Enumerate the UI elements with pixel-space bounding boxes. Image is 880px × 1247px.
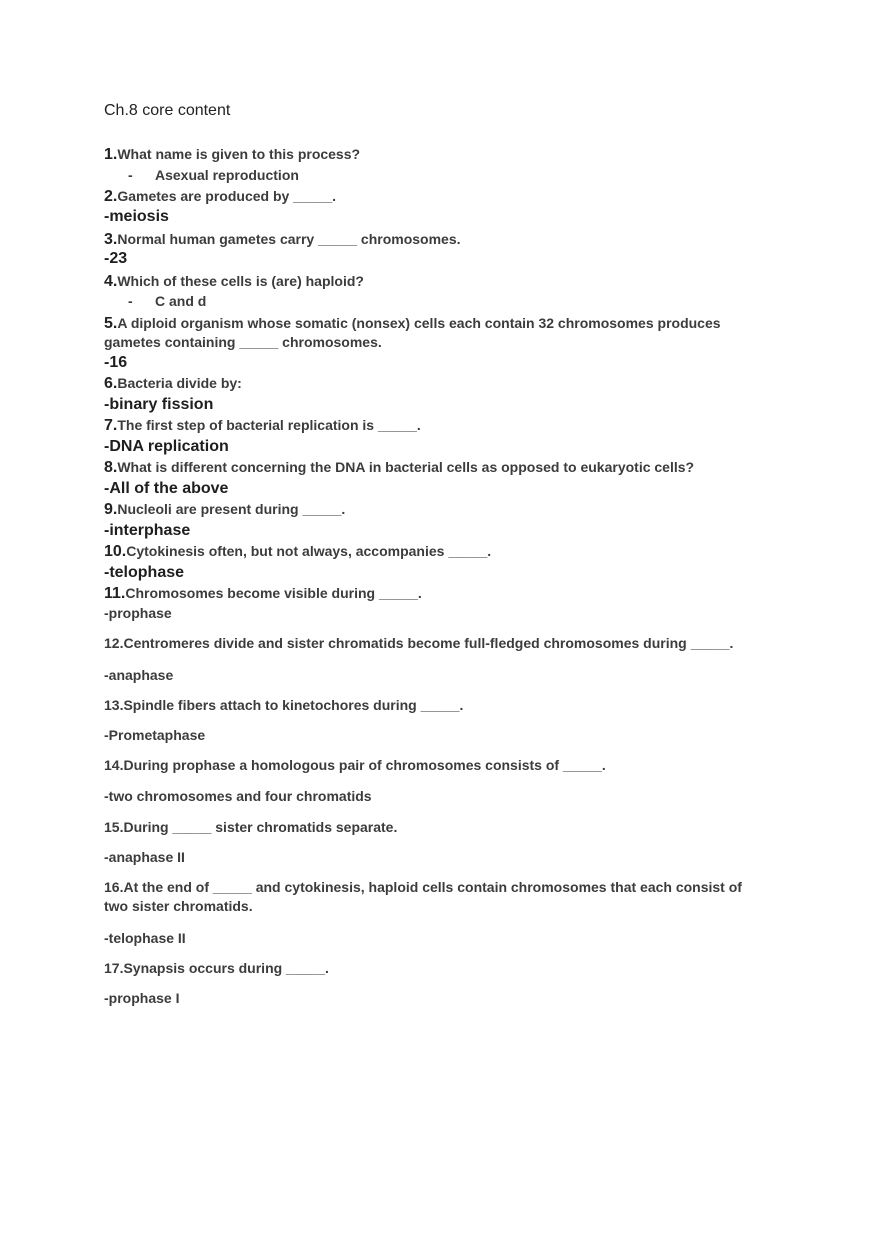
bullet-dash: -: [128, 293, 133, 309]
page-title: Ch.8 core content: [104, 102, 231, 119]
question-13: 13.Spindle fibers attach to kinetochores during _____.: [104, 697, 464, 713]
question-number: 6.: [104, 375, 118, 392]
answer-9: -interphase: [104, 522, 191, 539]
question-3: [104, 231, 461, 249]
answer-14: -two chromosomes and four chromatids: [104, 788, 372, 804]
answer-11: -prophase: [104, 605, 172, 621]
answer-6: -binary fission: [104, 396, 214, 413]
question-number: 7.: [104, 417, 118, 434]
answer-12: -anaphase: [104, 667, 174, 683]
question-text: What name is given to this process?: [117, 146, 361, 162]
question-number: 10.: [104, 543, 127, 560]
question-number: 3.: [104, 231, 118, 248]
question-16: 16.At the end of _____ and cytokinesis, haploid cells contain chromosomes that each consist of two sister chromatids.: [104, 879, 742, 914]
question-text: Cytokinesis often, but not always, accompanies _____.: [126, 543, 492, 559]
question-text: The first step of bacterial replication is _____.: [117, 417, 421, 433]
question-text: A diploid organism whose somatic (nonsex) cells each contain 32 chromosomes produces gametes containing _____ chromosomes.: [104, 315, 721, 350]
answer-7: -DNA replication: [104, 438, 229, 455]
question-5: [104, 314, 764, 352]
question-4: [104, 273, 364, 291]
question-number: 1.: [104, 146, 118, 163]
question-number: 11.: [104, 585, 126, 602]
question-text: Nucleoli are present during _____.: [117, 501, 346, 517]
question-text: Which of these cells is (are) haploid?: [117, 273, 364, 289]
answer-13: -Prometaphase: [104, 727, 206, 743]
question-10: [104, 543, 491, 561]
question-text: Chromosomes become visible during _____.: [125, 585, 422, 601]
answer-17: -prophase I: [104, 990, 180, 1006]
question-12: 12.Centromeres divide and sister chromatids become full-fledged chromosomes during _____.: [104, 635, 734, 651]
answer-2: -meiosis: [104, 208, 169, 225]
answer-text: Asexual reproduction: [155, 167, 299, 183]
question-text: What is different concerning the DNA in bacterial cells as opposed to eukaryotic cells?: [117, 459, 695, 475]
question-text: Bacteria divide by:: [117, 375, 242, 391]
bullet-dash: -: [128, 167, 133, 183]
question-text: Gametes are produced by _____.: [117, 188, 337, 204]
question-2: [104, 188, 336, 206]
question-number: 2.: [104, 188, 118, 205]
question-number: 5.: [104, 315, 118, 332]
question-number: 4.: [104, 273, 118, 290]
bullet-answer-4: [128, 293, 206, 309]
answer-5: -16: [104, 354, 128, 371]
question-number: 9.: [104, 501, 118, 518]
question-14: 14.During prophase a homologous pair of chromosomes consists of _____.: [104, 757, 606, 773]
question-9: [104, 501, 345, 519]
question-text: Normal human gametes carry _____ chromosomes.: [117, 231, 461, 247]
question-8: [104, 459, 694, 477]
answer-text: C and d: [155, 293, 207, 309]
question-number: 8.: [104, 459, 118, 476]
answer-3: -23: [104, 250, 128, 267]
question-1: [104, 146, 360, 164]
answer-16: -telophase II: [104, 930, 186, 946]
bullet-answer-1: [128, 167, 299, 183]
question-15: 15.During _____ sister chromatids separate.: [104, 819, 398, 835]
question-7: [104, 417, 421, 435]
answer-8: -All of the above: [104, 480, 229, 497]
question-17: 17.Synapsis occurs during _____.: [104, 960, 329, 976]
question-6: [104, 375, 242, 393]
answer-10: -telophase: [104, 564, 185, 581]
answer-15: -anaphase II: [104, 849, 185, 865]
question-11: [104, 585, 422, 603]
